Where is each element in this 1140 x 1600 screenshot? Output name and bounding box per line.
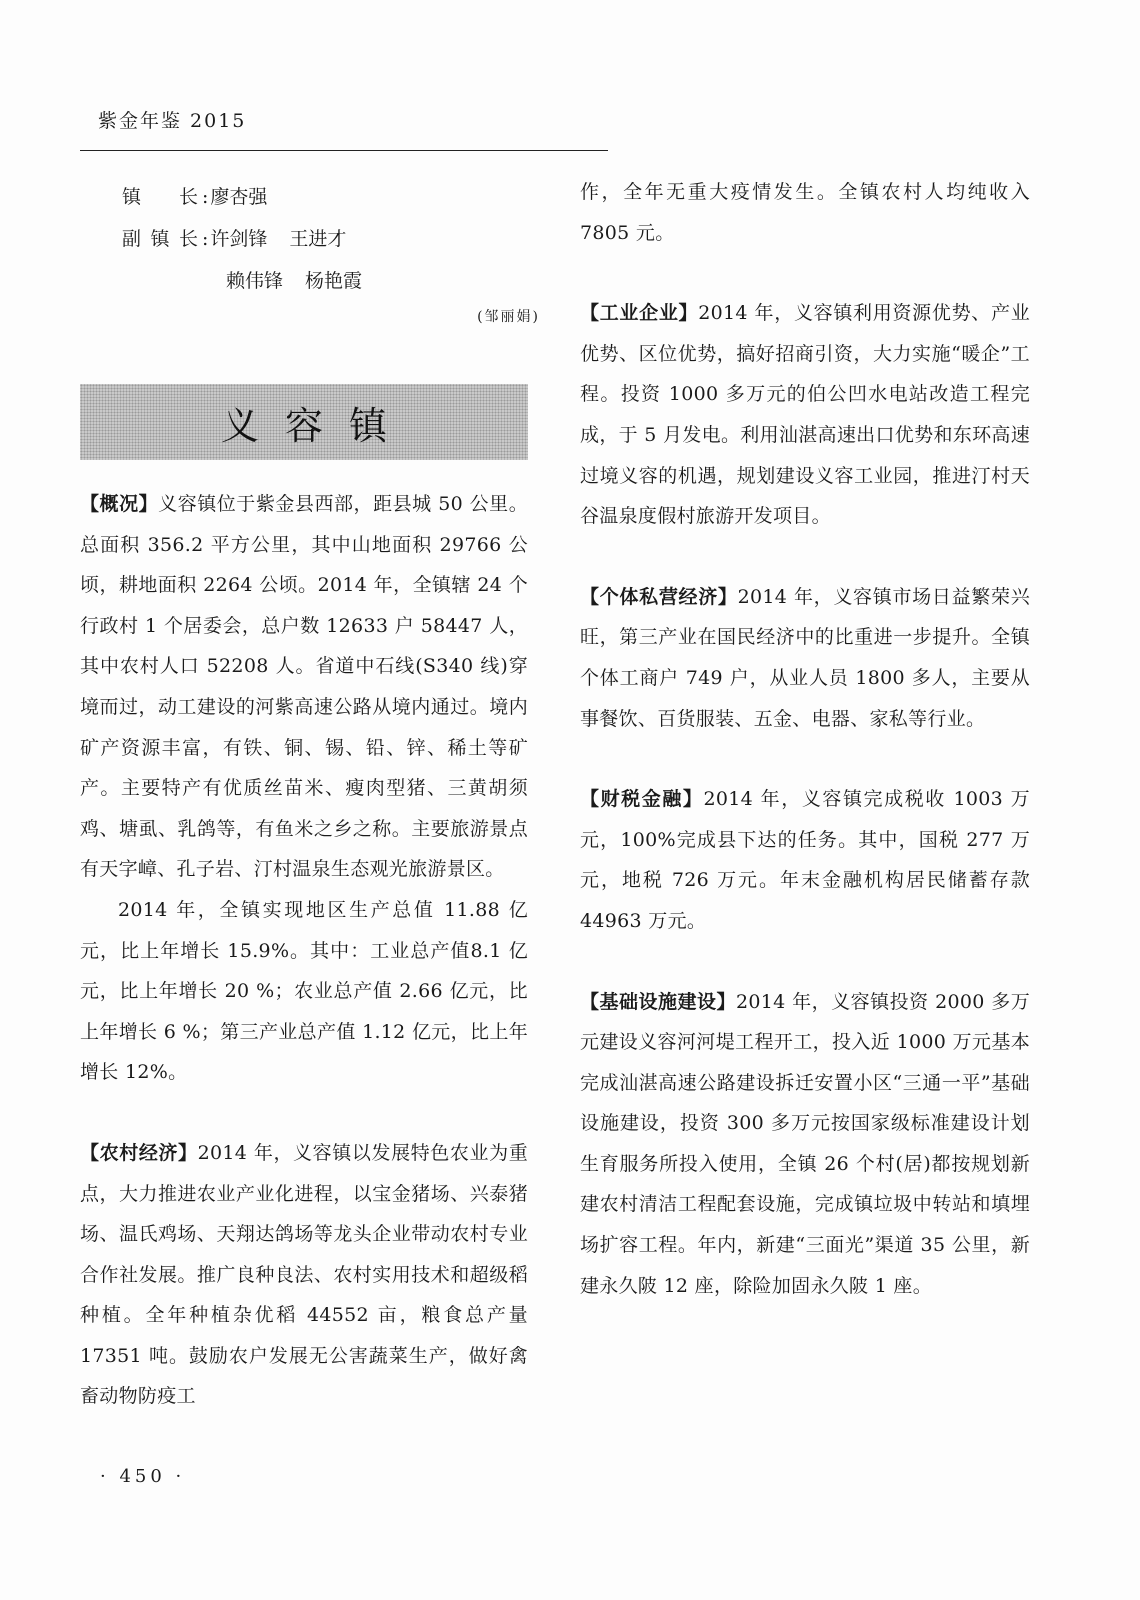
industry-text: 2014 年，义容镇利用资源优势、产业优势、区位优势，搞好招商引资，大力实施“暖企”工程。投资 1000 多万元的伯公凹水电站改造工程完成，于 5 月发电。利用汕湛高速出口优势和东环高速过境义容的机遇，规划建设义容工业园，推进汀村天谷温泉度假村旅游开发项目。 — [580, 302, 1030, 528]
right-column — [580, 172, 1030, 1306]
infrastructure-tag: 【基础设施建设】 — [580, 990, 736, 1013]
running-header: 紫金年鉴 2015 — [98, 110, 247, 132]
gdp-paragraph: 2014 年，全镇实现地区生产总值 11.88 亿元，比上年增长 15.9%。其中：工业总产值8.1 亿元，比上年增长 20 %；农业总产值 2.66 亿元，比上年增长 6 %；第三产业总产值 1.12 亿元，比上年增长 12%。 — [80, 898, 528, 1084]
private-economy-text: 2014 年，义容镇市场日益繁荣兴旺，第三产业在国民经济中的比重进一步提升。全镇个体工商户 749 户，从业人员 1800 多人，主要从事餐饮、百货服装、五金、电器、家私等行业。 — [580, 585, 1030, 730]
author-credit: (邹丽娟) — [477, 309, 540, 325]
leader-role-mayor: 镇 长 — [122, 186, 198, 208]
leader-separator: : — [202, 186, 209, 208]
infrastructure-text: 2014 年，义容镇投资 2000 多万元建设义容河河堤工程开工，投入近 1000 万元基本完成汕湛高速公路建设拆迁安置小区“三通一平”基础设施建设，投资 300 多万元按国家级标准建设计划生育服务所投入使用，全镇 26 个村(居)都按规划新建农村清洁工程配套设施，完成镇垃圾中转站和填埋场扩容工程。年内，新建“三面光”渠道 35 公里，新建永久陂 12 座，除险加固永久陂 1 座。 — [580, 990, 1031, 1297]
industry-paragraph — [580, 293, 1030, 537]
rural-paragraph — [80, 1133, 528, 1417]
section-title: 义容镇 — [220, 403, 413, 448]
leaders-list — [122, 176, 384, 302]
rural-continued-paragraph: 作，全年无重大疫情发生。全镇农村人均纯收入 7805 元。 — [580, 181, 1030, 244]
rural-text: 2014 年，义容镇以发展特色农业为重点，大力推进农业产业化进程，以宝金猪场、兴泰猪场、温氏鸡场、天翔达鸽场等龙头企业带动农村专业合作社发展。推广良种良法、农村实用技术和超级稻种植。全年种植杂优稻 44552 亩，粮食总产量 17351 吨。鼓励农户发展无公害蔬菜生产，做好禽畜动物防疫工 — [80, 1141, 528, 1408]
private-economy-paragraph — [580, 577, 1030, 739]
finance-tag: 【财税金融】 — [580, 788, 704, 811]
overview-tag: 【概况】 — [80, 493, 159, 515]
header-rule — [80, 150, 608, 151]
overview-text: 义容镇位于紫金县西部，距县城 50 公里。总面积 356.2 平方公里，其中山地面积 29766 公顷，耕地面积 2264 公顷。2014 年，全镇辖 24 个行政村 1 个居委会，总户数 12633 户 58447 人，其中农村人口 52208 人。省道中石线(S340 线)穿境而过，动工建设的河紫高速公路从境内通过。境内矿产资源丰富，有铁、铜、锡、铅、锌、稀土等矿产。主要特产有优质丝苗米、瘦肉型猪、三黄胡须鸡、塘虱、乳鸽等，有鱼米之乡之称。主要旅游景点有天字嶂、孔子岩、汀村温泉生态观光旅游景区。 — [80, 493, 528, 881]
overview-paragraph — [80, 484, 528, 890]
leader-name-deputy: 杨艳霞 — [305, 270, 363, 292]
private-economy-tag: 【个体私营经济】 — [580, 585, 738, 608]
section-banner — [80, 384, 528, 460]
leader-role-deputy: 副镇长 — [122, 228, 198, 250]
leader-name-deputy: 赖伟锋 — [226, 270, 284, 292]
rural-tag: 【农村经济】 — [80, 1141, 198, 1164]
leader-name-deputy: 许剑锋 — [210, 228, 268, 250]
leader-row-mayor — [122, 176, 384, 218]
page-number: · 450 · — [100, 1466, 186, 1487]
leader-separator: : — [202, 228, 209, 250]
infrastructure-paragraph — [580, 982, 1030, 1307]
finance-text: 2014 年，义容镇完成税收 1003 万元，100%完成县下达的任务。其中，国税 277 万元，地税 726 万元。年末金融机构居民储蓄存款 44963 万元。 — [580, 788, 1030, 932]
leader-name-mayor: 廖杏强 — [210, 186, 268, 208]
leader-name-deputy: 王进才 — [289, 228, 347, 250]
finance-paragraph — [580, 779, 1030, 941]
leader-row-deputy-cont — [122, 260, 384, 302]
left-column — [80, 484, 528, 1417]
industry-tag: 【工业企业】 — [580, 302, 699, 325]
leader-row-deputy — [122, 218, 384, 260]
